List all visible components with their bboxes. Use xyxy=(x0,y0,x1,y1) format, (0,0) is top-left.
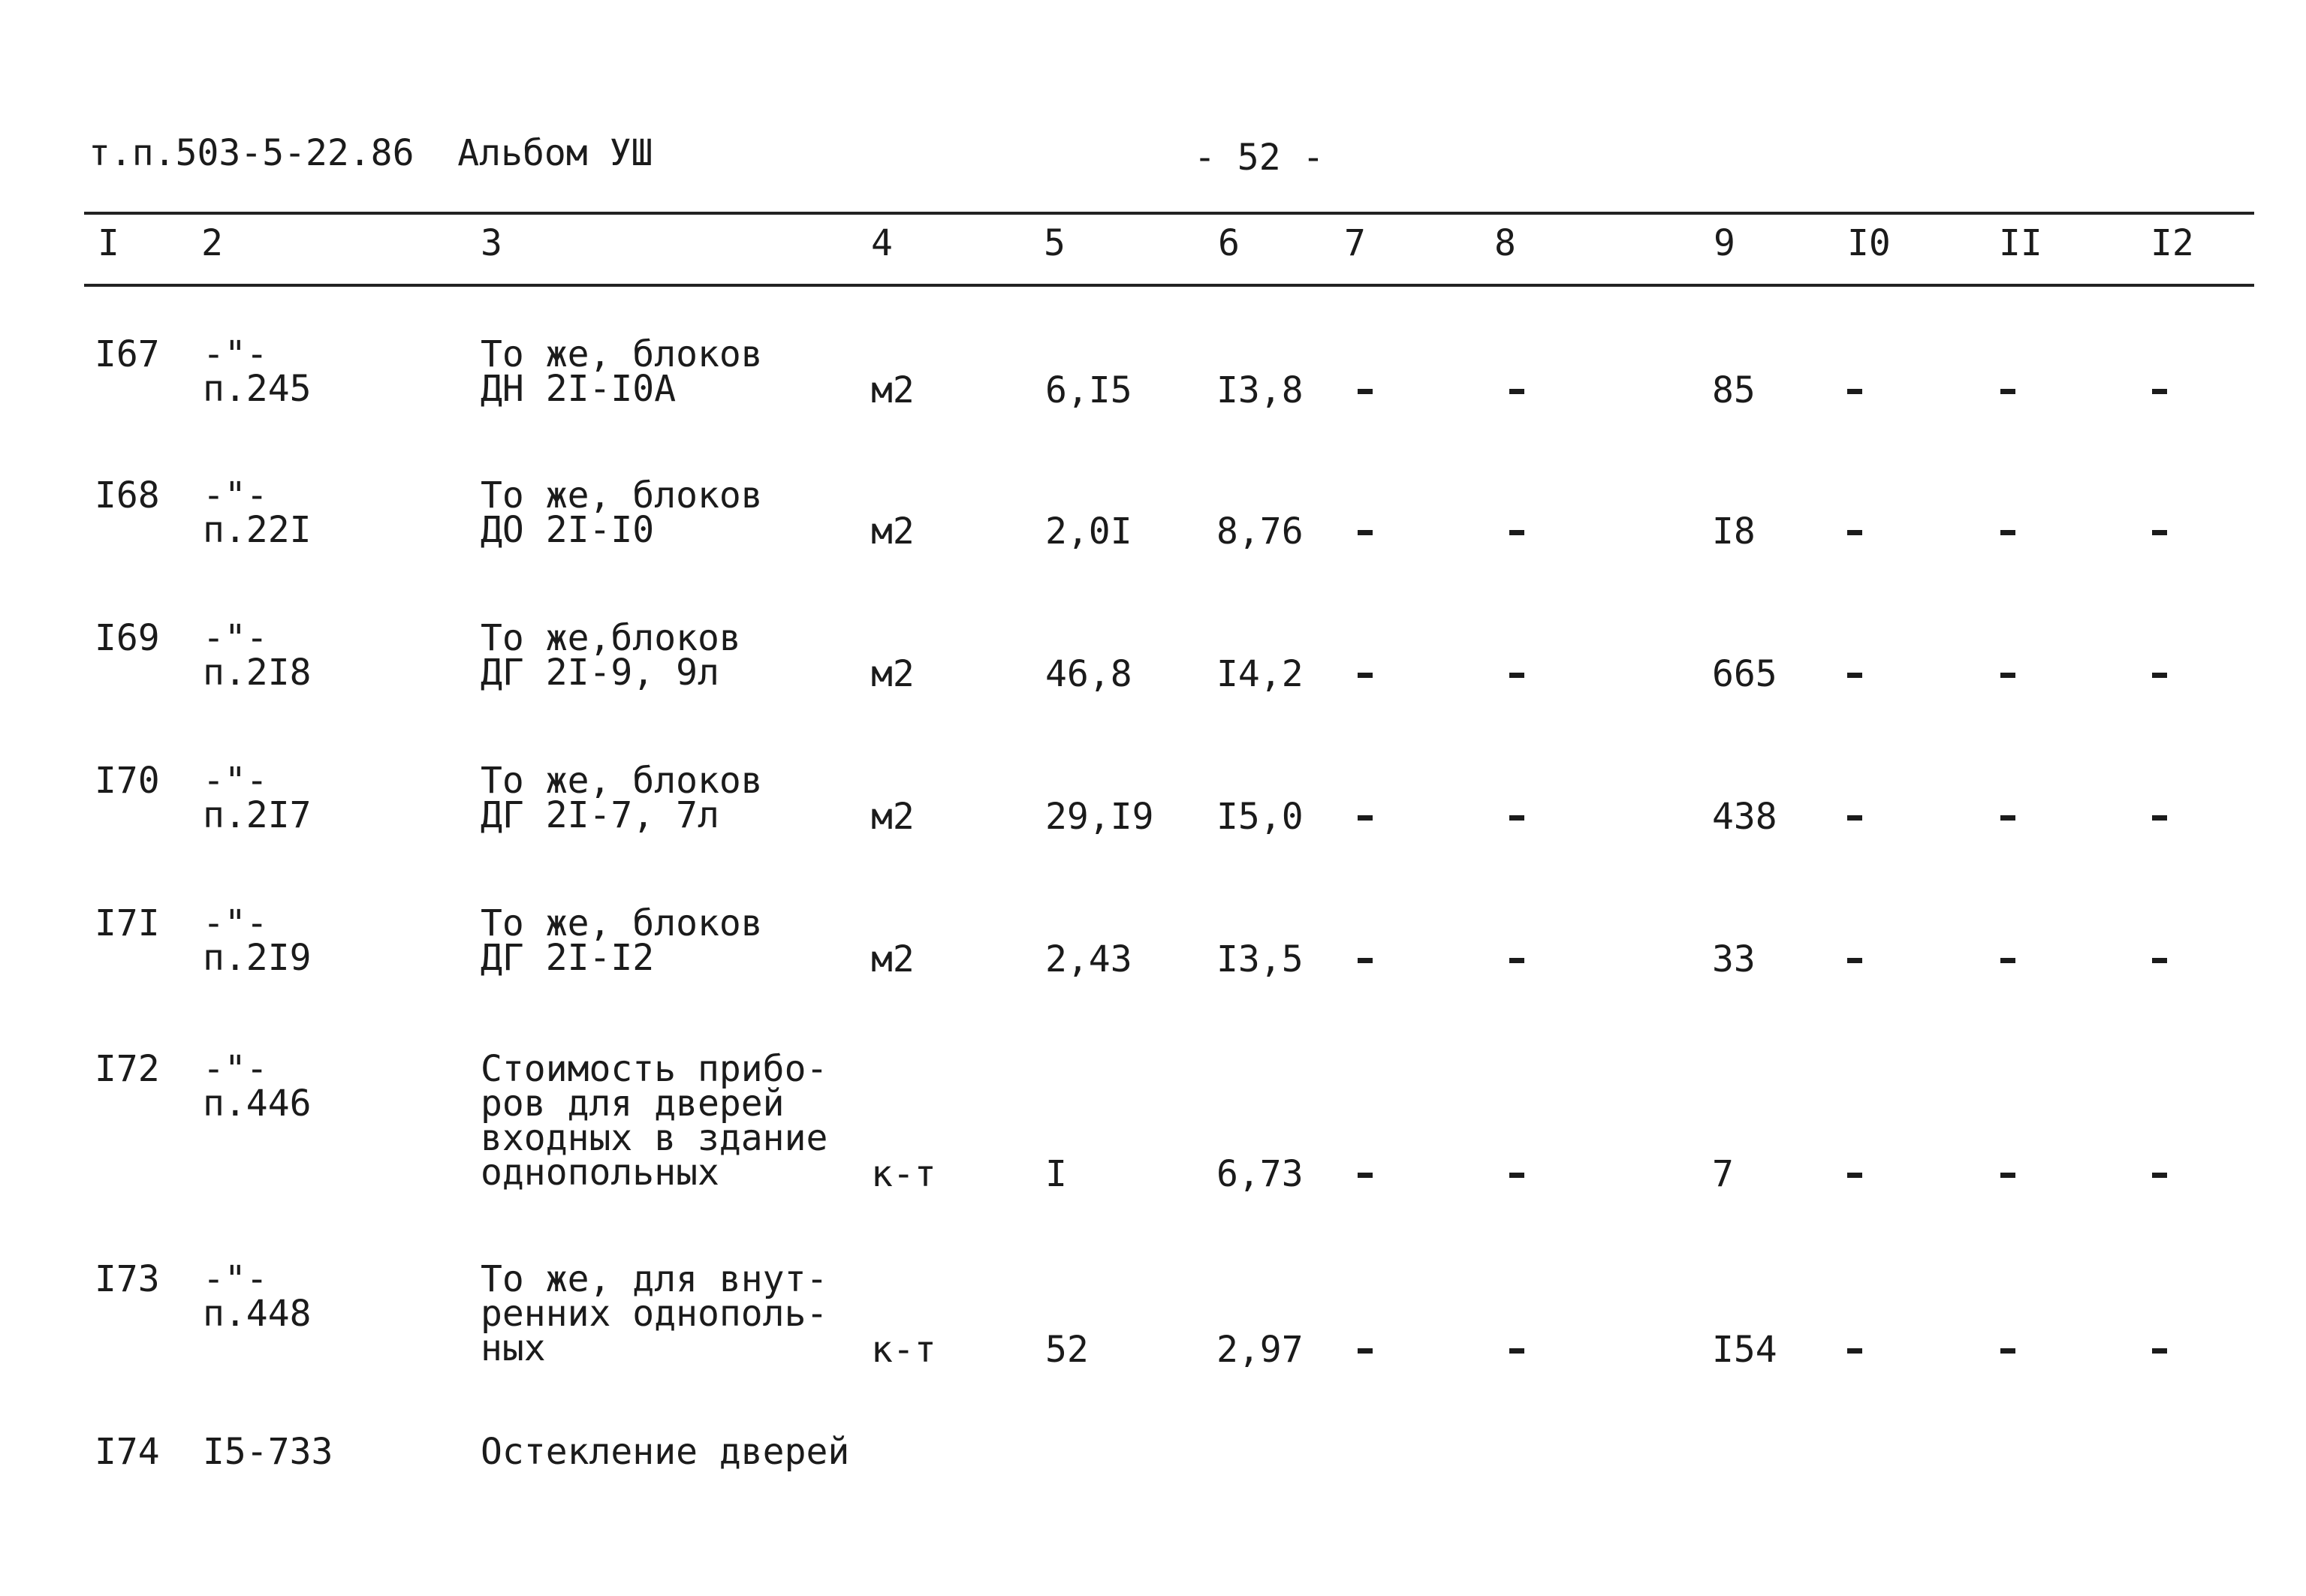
row-unit-price: 2,97 xyxy=(1216,1329,1304,1371)
row-ref-code: I5-733 xyxy=(203,1431,333,1473)
row-col12-dash xyxy=(2152,958,2167,963)
row-description-line: входных в здание xyxy=(481,1117,828,1159)
row-total: 33 xyxy=(1712,938,1756,980)
row-col12-dash xyxy=(2152,1173,2167,1178)
row-col8-dash xyxy=(1509,389,1524,394)
row-col11-dash xyxy=(2000,815,2015,821)
row-ref-ditto: -"- xyxy=(203,333,268,375)
row-col7-dash xyxy=(1358,1348,1373,1354)
row-col11-dash xyxy=(2000,389,2015,394)
row-col8-dash xyxy=(1509,1348,1524,1354)
row-col11-dash xyxy=(2000,1348,2015,1354)
row-col8-dash xyxy=(1509,958,1524,963)
row-description-line: ДН 2I-I0А xyxy=(481,368,677,410)
column-header: 5 xyxy=(1044,222,1066,264)
row-total: I54 xyxy=(1712,1329,1777,1371)
row-col12-dash xyxy=(2152,815,2167,821)
row-ref-ditto: -"- xyxy=(203,1048,268,1090)
column-header: 7 xyxy=(1344,222,1366,264)
row-description-line: ДГ 2I-7, 7л xyxy=(481,794,719,836)
row-total: 665 xyxy=(1712,653,1777,695)
column-header: 8 xyxy=(1494,222,1516,264)
row-ref-item: п.446 xyxy=(203,1083,312,1125)
row-unit: м2 xyxy=(871,369,915,411)
row-col11-dash xyxy=(2000,673,2015,678)
page-number: - 52 - xyxy=(1194,137,1325,179)
row-col12-dash xyxy=(2152,1348,2167,1354)
row-description-line: То же, для внут- xyxy=(481,1258,828,1300)
row-col10-dash xyxy=(1847,389,1862,394)
row-ref-ditto: -"- xyxy=(203,474,268,516)
row-description-line: ров для дверей xyxy=(481,1083,785,1125)
column-header: 2 xyxy=(201,222,223,264)
row-col8-dash xyxy=(1509,1173,1524,1178)
row-description-line: Остекление дверей xyxy=(481,1431,850,1473)
row-unit-price: 6,73 xyxy=(1216,1153,1304,1195)
row-col11-dash xyxy=(2000,958,2015,963)
row-col10-dash xyxy=(1847,1173,1862,1178)
row-number: I69 xyxy=(95,617,160,659)
row-ref-ditto: -"- xyxy=(203,617,268,659)
row-description-line: ДО 2I-I0 xyxy=(481,509,655,551)
row-total: 7 xyxy=(1712,1153,1734,1195)
row-description-line: Стоимость прибо- xyxy=(481,1048,828,1090)
row-quantity: 52 xyxy=(1045,1329,1089,1371)
row-number: I67 xyxy=(95,333,160,375)
row-quantity: 2,0I xyxy=(1045,510,1132,553)
row-col11-dash xyxy=(2000,530,2015,535)
row-unit-price: I3,8 xyxy=(1216,369,1304,411)
table-top-rule xyxy=(84,212,2254,215)
row-ref-item: п.448 xyxy=(203,1293,312,1335)
row-ref-ditto: -"- xyxy=(203,902,268,944)
row-col12-dash xyxy=(2152,389,2167,394)
row-unit: к-т xyxy=(871,1329,936,1371)
row-ref-item: п.245 xyxy=(203,368,312,410)
row-description-line: ных xyxy=(481,1327,546,1369)
row-col7-dash xyxy=(1358,530,1373,535)
row-description-line: То же, блоков xyxy=(481,474,763,516)
row-unit-price: I5,0 xyxy=(1216,796,1304,838)
row-ref-ditto: -"- xyxy=(203,760,268,802)
row-col7-dash xyxy=(1358,958,1373,963)
row-description-line: ренних однополь- xyxy=(481,1293,828,1335)
row-number: I70 xyxy=(95,760,160,802)
row-description-line: однопольных xyxy=(481,1152,719,1194)
row-number: I7I xyxy=(95,902,160,944)
row-quantity: 46,8 xyxy=(1045,653,1132,695)
column-header: I xyxy=(98,222,119,264)
document-reference: т.п.503-5-22.86 Альбом УШ xyxy=(89,132,653,174)
column-header: 6 xyxy=(1218,222,1240,264)
row-ref-item: п.2I8 xyxy=(203,652,312,694)
row-col11-dash xyxy=(2000,1173,2015,1178)
row-description-line: ДГ 2I-I2 xyxy=(481,937,655,979)
row-description-line: То же, блоков xyxy=(481,760,763,802)
row-col7-dash xyxy=(1358,815,1373,821)
row-col12-dash xyxy=(2152,673,2167,678)
column-header: 3 xyxy=(481,222,502,264)
row-unit: м2 xyxy=(871,653,915,695)
column-header: II xyxy=(1999,222,2042,264)
row-number: I73 xyxy=(95,1258,160,1300)
row-description-line: То же, блоков xyxy=(481,333,763,375)
column-header: I2 xyxy=(2151,222,2194,264)
row-col8-dash xyxy=(1509,673,1524,678)
row-unit-price: 8,76 xyxy=(1216,510,1304,553)
row-total: 85 xyxy=(1712,369,1756,411)
row-number: I72 xyxy=(95,1048,160,1090)
row-ref-item: п.22I xyxy=(203,509,312,551)
row-description-line: То же,блоков xyxy=(481,617,741,659)
row-ref-item: п.2I9 xyxy=(203,937,312,979)
row-col10-dash xyxy=(1847,673,1862,678)
row-total: I8 xyxy=(1712,510,1756,553)
row-col7-dash xyxy=(1358,389,1373,394)
row-unit-price: I3,5 xyxy=(1216,938,1304,980)
row-col7-dash xyxy=(1358,673,1373,678)
row-unit: м2 xyxy=(871,796,915,838)
row-ref-item: п.2I7 xyxy=(203,794,312,836)
row-quantity: 29,I9 xyxy=(1045,796,1154,838)
row-quantity: 2,43 xyxy=(1045,938,1132,980)
row-ref-ditto: -"- xyxy=(203,1258,268,1300)
row-quantity: I xyxy=(1045,1153,1067,1195)
row-description-line: ДГ 2I-9, 9л xyxy=(481,652,719,694)
row-total: 438 xyxy=(1712,796,1777,838)
row-col8-dash xyxy=(1509,530,1524,535)
row-col10-dash xyxy=(1847,958,1862,963)
row-unit: к-т xyxy=(871,1153,936,1195)
row-number: I74 xyxy=(95,1431,160,1473)
column-header: I0 xyxy=(1847,222,1891,264)
row-number: I68 xyxy=(95,474,160,516)
row-description-line: То же, блоков xyxy=(481,902,763,944)
row-quantity: 6,I5 xyxy=(1045,369,1132,411)
row-col8-dash xyxy=(1509,815,1524,821)
row-col12-dash xyxy=(2152,530,2167,535)
column-header: 9 xyxy=(1714,222,1735,264)
row-unit-price: I4,2 xyxy=(1216,653,1304,695)
table-header-rule xyxy=(84,284,2254,287)
row-col10-dash xyxy=(1847,815,1862,821)
column-header: 4 xyxy=(871,222,893,264)
row-col10-dash xyxy=(1847,530,1862,535)
row-unit: м2 xyxy=(871,510,915,553)
row-col10-dash xyxy=(1847,1348,1862,1354)
row-unit: м2 xyxy=(871,938,915,980)
row-col7-dash xyxy=(1358,1173,1373,1178)
